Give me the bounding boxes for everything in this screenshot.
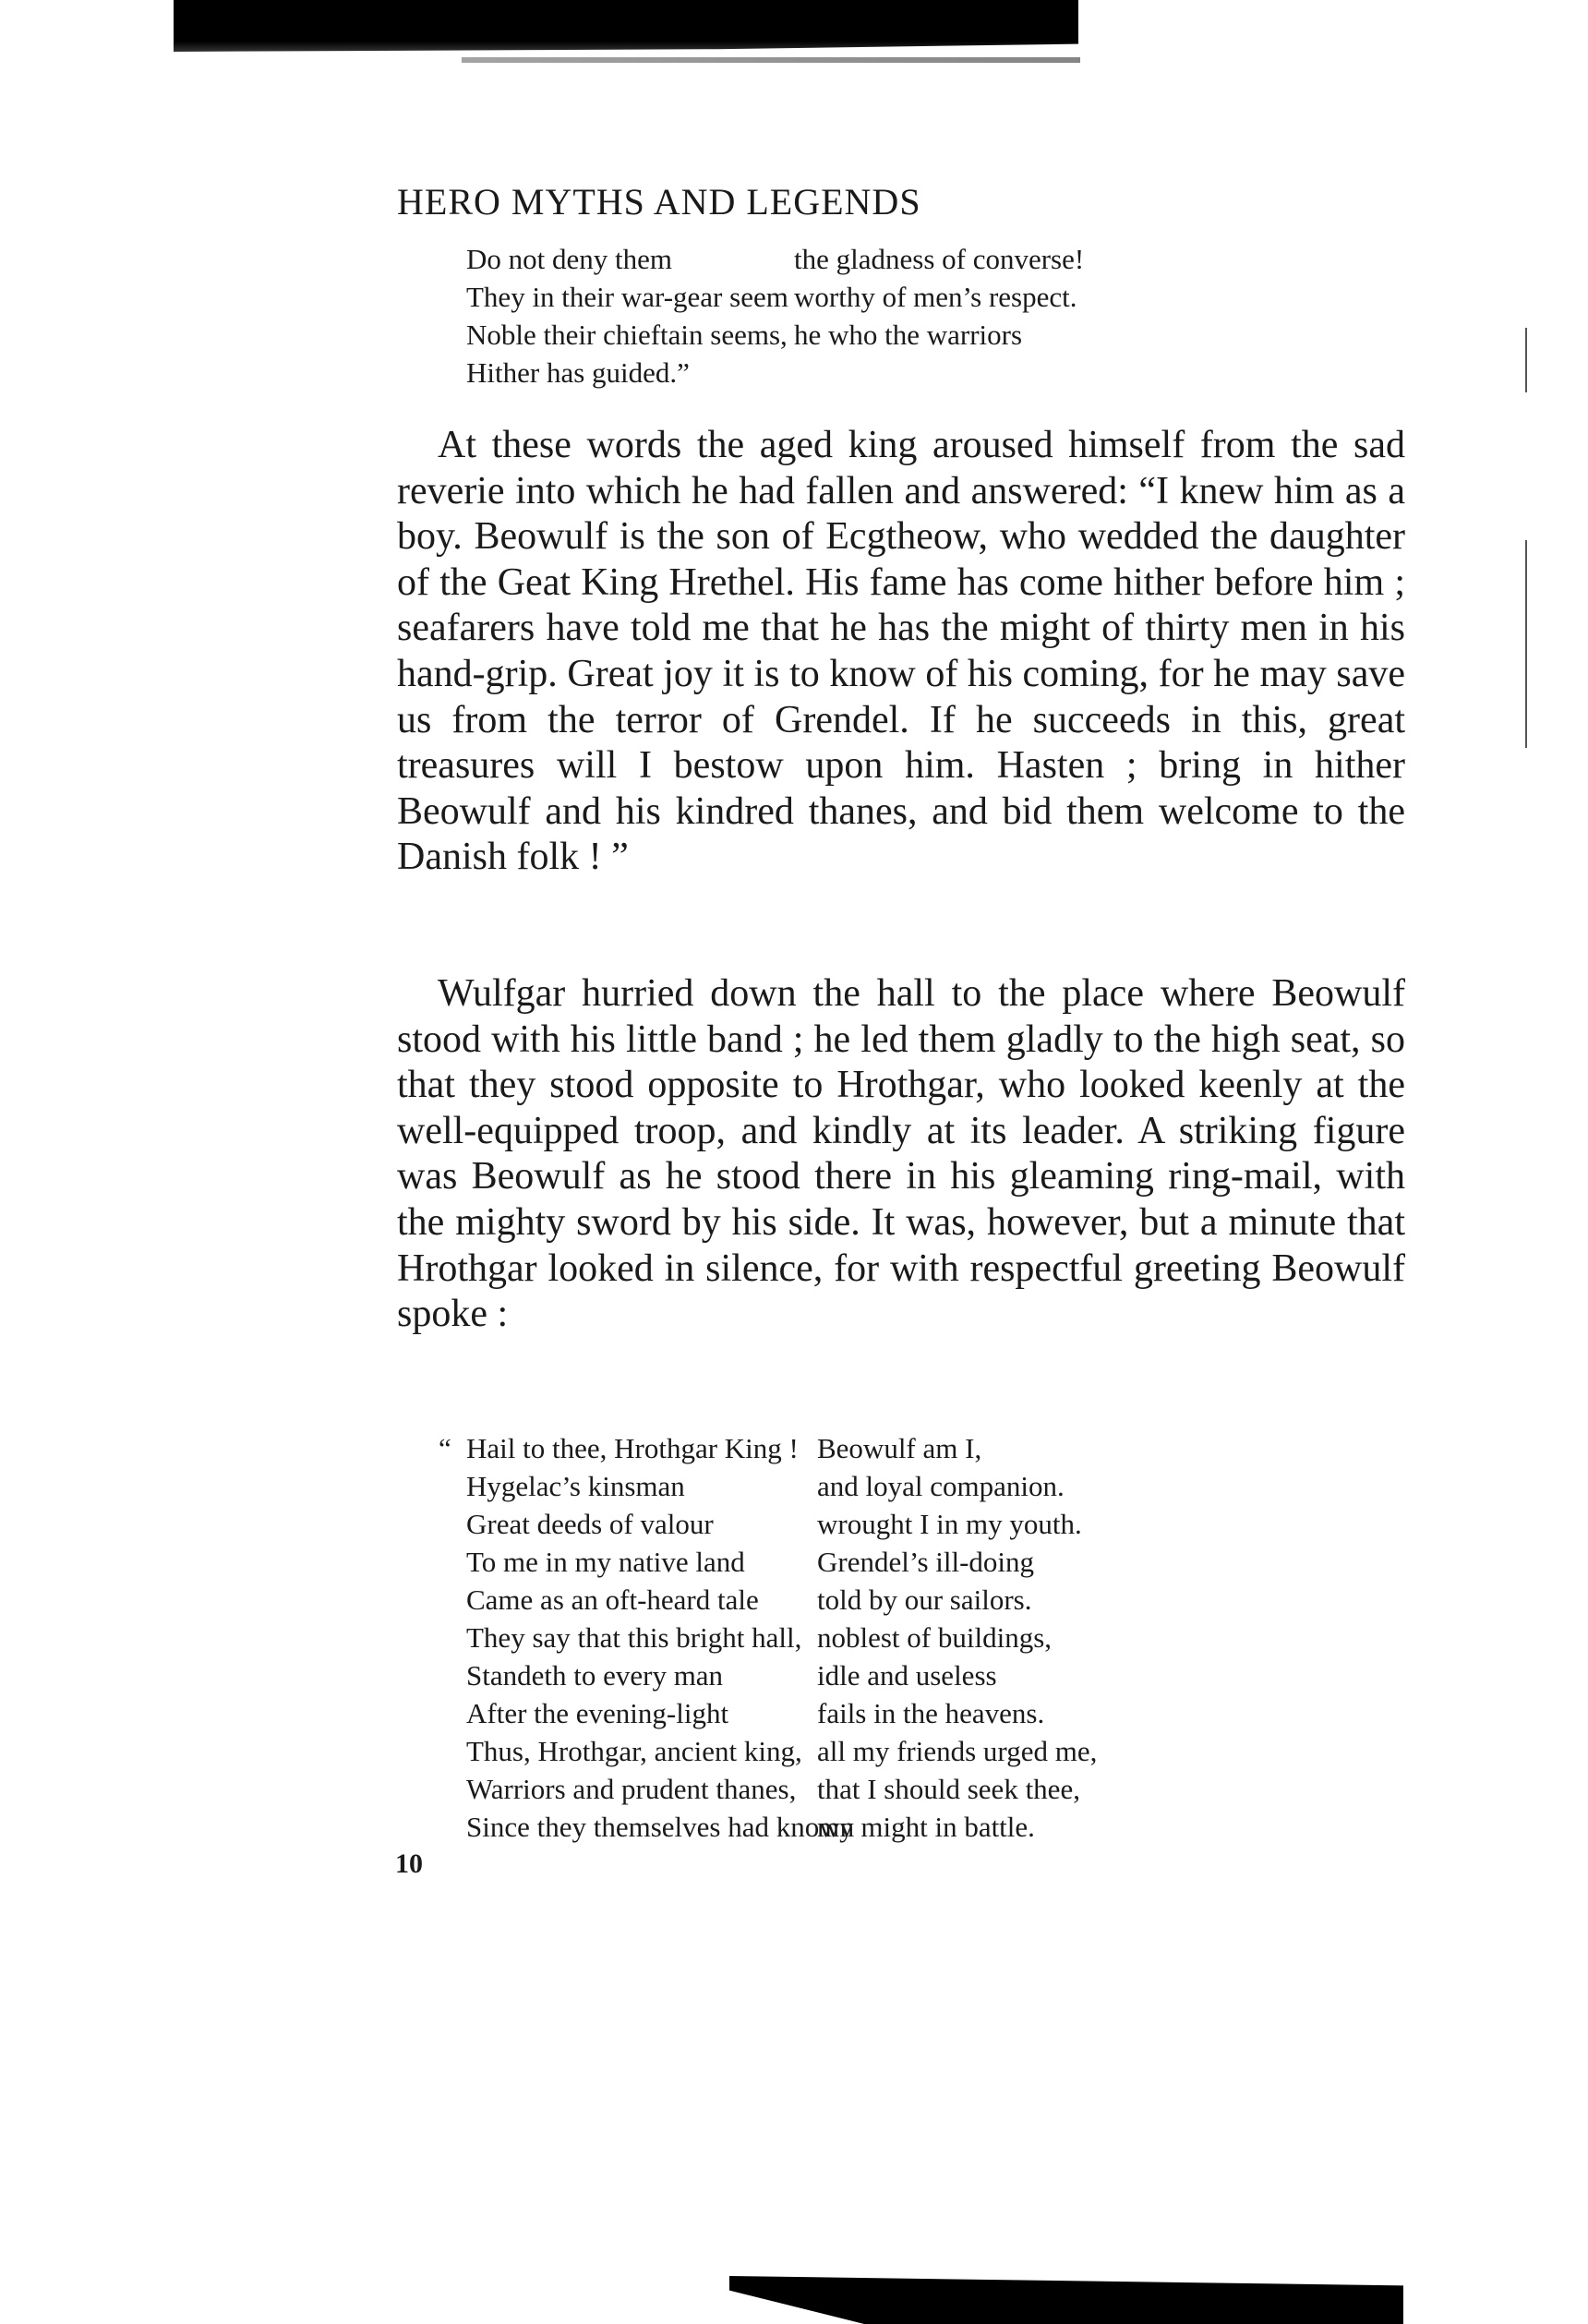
verse-half-line-b: Grendel’s ill-doing: [817, 1546, 1035, 1578]
verse-half-line-a: They say that this bright hall,: [466, 1621, 802, 1654]
verse-half-line-a: Hail to thee, Hrothgar King !: [466, 1432, 799, 1464]
verse-half-line-a: They in their war-gear seem: [466, 281, 788, 313]
verse-line: [439, 1694, 1097, 1732]
verse-half-line-b: fails in the heavens.: [817, 1697, 1045, 1729]
verse-line: [439, 1581, 1097, 1619]
scan-edge-top: [174, 0, 1078, 52]
running-head: HERO MYTHS AND LEGENDS: [397, 181, 921, 223]
verse-half-line-a: Do not deny them: [466, 243, 672, 275]
scan-edge-top-shadow: [462, 57, 1080, 63]
prose-block-1: [397, 423, 1405, 881]
verse-half-line-b: the gladness of converse!: [794, 243, 1085, 275]
verse-half-line-b: he who the warriors: [794, 319, 1023, 351]
verse-half-line-b: worthy of men’s respect.: [794, 281, 1077, 313]
opening-quote: “: [439, 1432, 451, 1464]
scan-edge-mark: [1525, 540, 1527, 748]
verse-half-line-b: noblest of buildings,: [817, 1621, 1053, 1654]
verse-line: [466, 278, 1084, 316]
verse-half-line-a: After the evening-light: [466, 1697, 729, 1729]
verse-half-line-b: that I should seek thee,: [817, 1773, 1080, 1805]
verse-half-line-a: Warriors and prudent thanes,: [466, 1773, 797, 1805]
verse-line: [439, 1656, 1097, 1694]
verse-line: [439, 1429, 1097, 1467]
verse-half-line-a: Hither has guided.”: [466, 356, 690, 389]
verse-half-line-b: and loyal companion.: [817, 1470, 1065, 1502]
verse-half-line-b: my might in battle.: [817, 1811, 1035, 1843]
verse-half-line-a: Hygelac’s kinsman: [466, 1470, 685, 1502]
verse-half-line-b: told by our sailors.: [817, 1583, 1032, 1616]
verse-half-line-a: Came as an oft-heard tale: [466, 1583, 759, 1616]
verse-half-line-b: all my friends urged me,: [817, 1735, 1098, 1767]
verse-line: [466, 240, 1084, 278]
verse-line: [439, 1505, 1097, 1543]
verse-passage-bottom: [439, 1429, 1097, 1846]
scan-edge-mark: [1525, 328, 1527, 392]
verse-line: [439, 1808, 1097, 1846]
verse-half-line-a: Thus, Hrothgar, ancient king,: [466, 1735, 802, 1767]
verse-half-line-a: Great deeds of valour: [466, 1508, 714, 1540]
verse-line: [439, 1619, 1097, 1656]
verse-line: [439, 1732, 1097, 1770]
verse-line: [439, 1543, 1097, 1581]
verse-passage-top: [466, 240, 1084, 391]
verse-half-line-b: Beowulf am I,: [817, 1432, 982, 1464]
scan-edge-bottom: [729, 2276, 1403, 2324]
verse-half-line-b: wrought I in my youth.: [817, 1508, 1082, 1540]
paragraph: At these words the aged king aroused himself from the sad reverie into which he had fallen and answered: “I knew him as a boy. Beowulf is the son of Ecgtheow, who wedded the daughter of the Geat King Hrethel. His fame has come hither before him ; seafarers have told me that he has the might of thirty men in his hand-grip. Great joy it is to know of his coming, for he may save us from the terror of Grendel. If he succeeds in this, great treasures will I bestow upon him. Hasten ; bring in hither Beowulf and his kindred thanes, and bid them welcome to the Danish folk ! ”: [397, 424, 1405, 879]
verse-half-line-a: Noble their chieftain seems,: [466, 319, 788, 351]
verse-line: [439, 1467, 1097, 1505]
prose-block-2: [397, 971, 1405, 1338]
verse-line: [466, 316, 1084, 354]
verse-half-line-b: idle and useless: [817, 1659, 997, 1692]
page-number: 10: [395, 1848, 423, 1879]
verse-half-line-a: Since they themselves had known: [466, 1811, 855, 1843]
verse-half-line-a: To me in my native land: [466, 1546, 745, 1578]
verse-line: [439, 1770, 1097, 1808]
verse-half-line-a: Standeth to every man: [466, 1659, 724, 1692]
verse-line: [466, 354, 1084, 391]
paragraph: Wulfgar hurried down the hall to the place where Beowulf stood with his little band ; he led them gladly to the high seat, so that they stood opposite to Hrothgar, who looked keenly at the well-equipped troop, and kindly at its leader. A striking figure was Beowulf as he stood there in his gleaming ring-mail, with the mighty sword by his side. It was, however, but a minute that Hrothgar looked in silence, for with respectful greeting Beowulf spoke :: [397, 972, 1405, 1336]
